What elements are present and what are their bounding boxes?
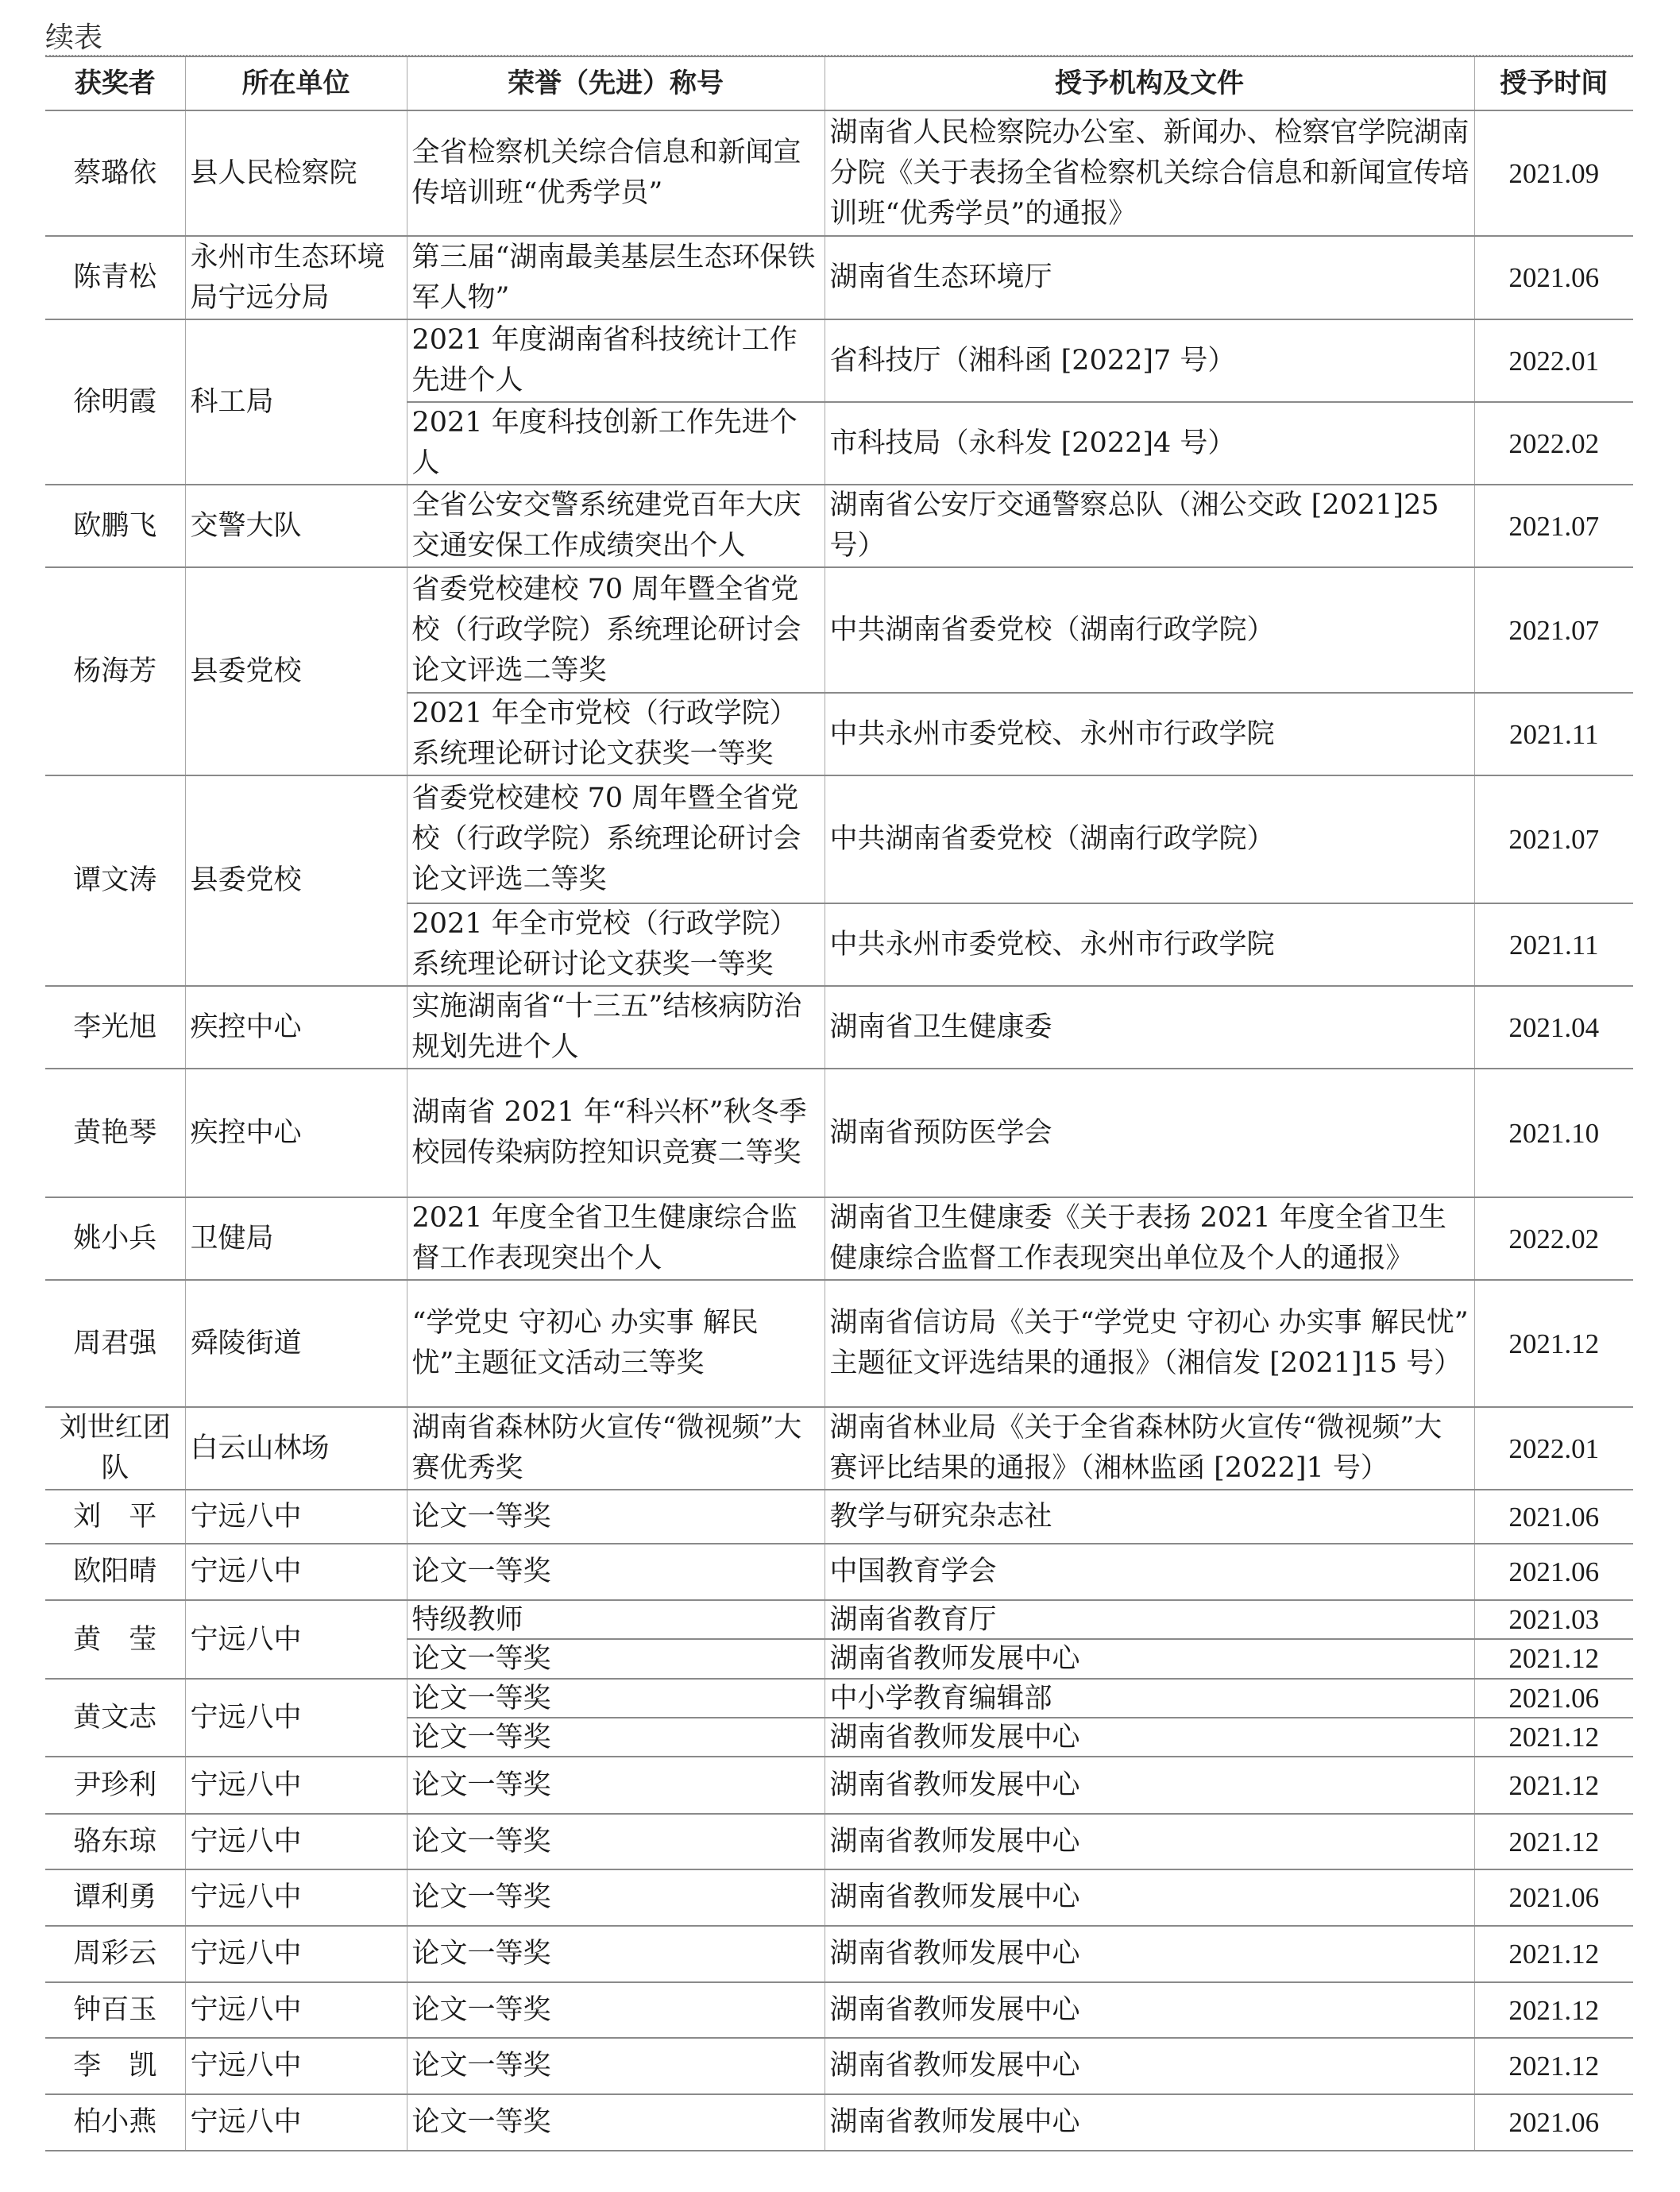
granting-body: 湖南省信访局《关于“学党史 守初心 办实事 解民忧” 主题征文评选结果的通报》（湘信发 [2021]15 号） bbox=[825, 1280, 1474, 1407]
awardee-name: 欧鹏飞 bbox=[45, 485, 185, 567]
granting-body: 中共永州市委党校、永州市行政学院 bbox=[825, 693, 1474, 775]
header-grant-date: 授予时间 bbox=[1474, 56, 1633, 110]
table-row bbox=[45, 986, 1633, 1069]
awardee-name: 黄 莹 bbox=[45, 1600, 185, 1679]
honor-title: 省委党校建校 70 周年暨全省党校（行政学院）系统理论研讨会论文评选二等奖 bbox=[407, 567, 825, 693]
awardee-unit: 疾控中心 bbox=[185, 1069, 407, 1197]
granting-body: 市科技局（永科发 [2022]4 号） bbox=[825, 402, 1474, 485]
table-header bbox=[45, 56, 1633, 110]
granting-body: 湖南省卫生健康委 bbox=[825, 986, 1474, 1069]
awardee-name: 尹珍利 bbox=[45, 1757, 185, 1814]
awardee-name: 刘 平 bbox=[45, 1490, 185, 1544]
honor-title: 论文一等奖 bbox=[407, 1544, 825, 1600]
awardee-unit: 舜陵街道 bbox=[185, 1280, 407, 1407]
granting-body: 湖南省人民检察院办公室、新闻办、检察官学院湖南分院《关于表扬全省检察机关综合信息和新闻宣传培训班“优秀学员”的通报》 bbox=[825, 110, 1474, 236]
awardee-unit: 永州市生态环境局宁远分局 bbox=[185, 236, 407, 319]
honor-title: 2021 年度全省卫生健康综合监督工作表现突出个人 bbox=[407, 1197, 825, 1280]
grant-date: 2021.12 bbox=[1474, 1757, 1633, 1814]
table-row bbox=[45, 1490, 1633, 1544]
header-unit: 所在单位 bbox=[185, 56, 407, 110]
awardee-name: 周君强 bbox=[45, 1280, 185, 1407]
awardee-name: 杨海芳 bbox=[45, 567, 185, 775]
awards-table bbox=[45, 56, 1633, 2151]
awardee-unit: 宁远八中 bbox=[185, 1490, 407, 1544]
granting-body: 湖南省教师发展中心 bbox=[825, 1757, 1474, 1814]
honor-title: 湖南省森林防火宣传“微视频”大赛优秀奖 bbox=[407, 1407, 825, 1490]
awardee-unit: 宁远八中 bbox=[185, 1926, 407, 1982]
honor-title: 论文一等奖 bbox=[407, 1926, 825, 1982]
grant-date: 2021.06 bbox=[1474, 1490, 1633, 1544]
awardee-name: 姚小兵 bbox=[45, 1197, 185, 1280]
honor-title: 论文一等奖 bbox=[407, 1869, 825, 1926]
granting-body: 湖南省教师发展中心 bbox=[825, 2038, 1474, 2094]
awardee-name: 谭利勇 bbox=[45, 1869, 185, 1926]
honor-title: 论文一等奖 bbox=[407, 1639, 825, 1679]
awardee-name: 刘世红团队 bbox=[45, 1407, 185, 1490]
grant-date: 2021.11 bbox=[1474, 903, 1633, 986]
awardee-name: 周彩云 bbox=[45, 1926, 185, 1982]
honor-title: 湖南省 2021 年“科兴杯”秋冬季校园传染病防控知识竞赛二等奖 bbox=[407, 1069, 825, 1197]
granting-body: 中共永州市委党校、永州市行政学院 bbox=[825, 903, 1474, 986]
grant-date: 2021.09 bbox=[1474, 110, 1633, 236]
honor-title: 全省检察机关综合信息和新闻宣传培训班“优秀学员” bbox=[407, 110, 825, 236]
honor-title: 省委党校建校 70 周年暨全省党校（行政学院）系统理论研讨会论文评选二等奖 bbox=[407, 775, 825, 903]
table-row bbox=[45, 775, 1633, 903]
table-row bbox=[45, 1982, 1633, 2038]
header-awardee: 获奖者 bbox=[45, 56, 185, 110]
table-row bbox=[45, 567, 1633, 693]
awardee-unit: 宁远八中 bbox=[185, 1757, 407, 1814]
table-row bbox=[45, 236, 1633, 319]
granting-body: 湖南省预防医学会 bbox=[825, 1069, 1474, 1197]
table-row bbox=[45, 1814, 1633, 1869]
grant-date: 2021.11 bbox=[1474, 693, 1633, 775]
honor-title: 2021 年全市党校（行政学院）系统理论研讨论文获奖一等奖 bbox=[407, 903, 825, 986]
honor-title: 2021 年度科技创新工作先进个人 bbox=[407, 402, 825, 485]
awardee-unit: 宁远八中 bbox=[185, 1814, 407, 1869]
honor-title: 论文一等奖 bbox=[407, 2094, 825, 2151]
awardee-unit: 科工局 bbox=[185, 319, 407, 485]
granting-body: 中共湖南省委党校（湖南行政学院） bbox=[825, 775, 1474, 903]
granting-body: 中小学教育编辑部 bbox=[825, 1679, 1474, 1718]
awardee-unit: 白云山林场 bbox=[185, 1407, 407, 1490]
granting-body: 湖南省生态环境厅 bbox=[825, 236, 1474, 319]
honor-title: 2021 年全市党校（行政学院）系统理论研讨论文获奖一等奖 bbox=[407, 693, 825, 775]
honor-title: 论文一等奖 bbox=[407, 1757, 825, 1814]
grant-date: 2021.12 bbox=[1474, 1982, 1633, 2038]
table-row bbox=[45, 1757, 1633, 1814]
grant-date: 2021.03 bbox=[1474, 1600, 1633, 1639]
awardee-name: 钟百玉 bbox=[45, 1982, 185, 2038]
awardee-unit: 宁远八中 bbox=[185, 2038, 407, 2094]
awardee-unit: 宁远八中 bbox=[185, 1679, 407, 1757]
table-caption: 续表 bbox=[45, 21, 103, 54]
table-row bbox=[45, 110, 1633, 236]
grant-date: 2021.12 bbox=[1474, 2038, 1633, 2094]
grant-date: 2022.02 bbox=[1474, 1197, 1633, 1280]
header-granting-body: 授予机构及文件 bbox=[825, 56, 1474, 110]
awardee-name: 欧阳晴 bbox=[45, 1544, 185, 1600]
grant-date: 2022.01 bbox=[1474, 319, 1633, 402]
awardee-name: 徐明霞 bbox=[45, 319, 185, 485]
awardee-unit: 宁远八中 bbox=[185, 1544, 407, 1600]
honor-title: 实施湖南省“十三五”结核病防治规划先进个人 bbox=[407, 986, 825, 1069]
grant-date: 2021.12 bbox=[1474, 1639, 1633, 1679]
grant-date: 2021.10 bbox=[1474, 1069, 1633, 1197]
granting-body: 湖南省公安厅交通警察总队（湘公交政 [2021]25 号） bbox=[825, 485, 1474, 567]
awardee-name: 柏小燕 bbox=[45, 2094, 185, 2151]
honor-title: 论文一等奖 bbox=[407, 1679, 825, 1718]
table-row bbox=[45, 1407, 1633, 1490]
grant-date: 2021.06 bbox=[1474, 1679, 1633, 1718]
grant-date: 2021.12 bbox=[1474, 1814, 1633, 1869]
granting-body: 湖南省教师发展中心 bbox=[825, 1926, 1474, 1982]
header-honor-title: 荣誉（先进）称号 bbox=[407, 56, 825, 110]
grant-date: 2021.07 bbox=[1474, 567, 1633, 693]
awardee-unit: 宁远八中 bbox=[185, 1600, 407, 1679]
honor-title: 论文一等奖 bbox=[407, 1982, 825, 2038]
awardee-name: 蔡璐依 bbox=[45, 110, 185, 236]
table-row bbox=[45, 1600, 1633, 1639]
granting-body: 湖南省教师发展中心 bbox=[825, 1982, 1474, 2038]
table-row bbox=[45, 485, 1633, 567]
grant-date: 2021.04 bbox=[1474, 986, 1633, 1069]
granting-body: 中国教育学会 bbox=[825, 1544, 1474, 1600]
table-body bbox=[45, 110, 1633, 2151]
grant-date: 2021.07 bbox=[1474, 775, 1633, 903]
honor-title: “学党史 守初心 办实事 解民忧”主题征文活动三等奖 bbox=[407, 1280, 825, 1407]
awardee-unit: 交警大队 bbox=[185, 485, 407, 567]
honor-title: 论文一等奖 bbox=[407, 1490, 825, 1544]
honor-title: 论文一等奖 bbox=[407, 2038, 825, 2094]
grant-date: 2021.06 bbox=[1474, 1869, 1633, 1926]
honor-title: 第三届“湖南最美基层生态环保铁军人物” bbox=[407, 236, 825, 319]
awardee-name: 骆东琼 bbox=[45, 1814, 185, 1869]
awardee-name: 李光旭 bbox=[45, 986, 185, 1069]
table-row bbox=[45, 1926, 1633, 1982]
table-row bbox=[45, 1679, 1633, 1718]
granting-body: 湖南省教师发展中心 bbox=[825, 2094, 1474, 2151]
granting-body: 湖南省教师发展中心 bbox=[825, 1814, 1474, 1869]
awardee-unit: 县委党校 bbox=[185, 567, 407, 775]
table-row bbox=[45, 2094, 1633, 2151]
table-row bbox=[45, 1869, 1633, 1926]
grant-date: 2022.01 bbox=[1474, 1407, 1633, 1490]
awardee-name: 黄文志 bbox=[45, 1679, 185, 1757]
grant-date: 2021.12 bbox=[1474, 1926, 1633, 1982]
table-row bbox=[45, 1280, 1633, 1407]
granting-body: 省科技厅（湘科函 [2022]7 号） bbox=[825, 319, 1474, 402]
granting-body: 湖南省林业局《关于全省森林防火宣传“微视频”大赛评比结果的通报》（湘林监函 [2022]1 号） bbox=[825, 1407, 1474, 1490]
awardee-name: 李 凯 bbox=[45, 2038, 185, 2094]
awardee-name: 黄艳琴 bbox=[45, 1069, 185, 1197]
grant-date: 2021.12 bbox=[1474, 1718, 1633, 1757]
header-row bbox=[45, 56, 1633, 110]
table-row bbox=[45, 1069, 1633, 1197]
awardee-unit: 宁远八中 bbox=[185, 2094, 407, 2151]
awardee-unit: 疾控中心 bbox=[185, 986, 407, 1069]
grant-date: 2021.07 bbox=[1474, 485, 1633, 567]
granting-body: 湖南省教师发展中心 bbox=[825, 1869, 1474, 1926]
table-row bbox=[45, 1197, 1633, 1280]
honor-title: 全省公安交警系统建党百年大庆交通安保工作成绩突出个人 bbox=[407, 485, 825, 567]
honor-title: 特级教师 bbox=[407, 1600, 825, 1639]
grant-date: 2021.12 bbox=[1474, 1280, 1633, 1407]
table-row bbox=[45, 319, 1633, 402]
awardee-unit: 县委党校 bbox=[185, 775, 407, 986]
granting-body: 湖南省教师发展中心 bbox=[825, 1639, 1474, 1679]
awardee-unit: 宁远八中 bbox=[185, 1982, 407, 2038]
honor-title: 2021 年度湖南省科技统计工作先进个人 bbox=[407, 319, 825, 402]
granting-body: 中共湖南省委党校（湖南行政学院） bbox=[825, 567, 1474, 693]
granting-body: 湖南省教育厅 bbox=[825, 1600, 1474, 1639]
awardee-name: 谭文涛 bbox=[45, 775, 185, 986]
table-row bbox=[45, 2038, 1633, 2094]
grant-date: 2021.06 bbox=[1474, 1544, 1633, 1600]
awardee-unit: 县人民检察院 bbox=[185, 110, 407, 236]
granting-body: 湖南省教师发展中心 bbox=[825, 1718, 1474, 1757]
granting-body: 教学与研究杂志社 bbox=[825, 1490, 1474, 1544]
honor-title: 论文一等奖 bbox=[407, 1814, 825, 1869]
grant-date: 2021.06 bbox=[1474, 236, 1633, 319]
table-row bbox=[45, 1544, 1633, 1600]
awardee-name: 陈青松 bbox=[45, 236, 185, 319]
honor-title: 论文一等奖 bbox=[407, 1718, 825, 1757]
grant-date: 2022.02 bbox=[1474, 402, 1633, 485]
awardee-unit: 卫健局 bbox=[185, 1197, 407, 1280]
granting-body: 湖南省卫生健康委《关于表扬 2021 年度全省卫生健康综合监督工作表现突出单位及个人的通报》 bbox=[825, 1197, 1474, 1280]
grant-date: 2021.06 bbox=[1474, 2094, 1633, 2151]
awardee-unit: 宁远八中 bbox=[185, 1869, 407, 1926]
